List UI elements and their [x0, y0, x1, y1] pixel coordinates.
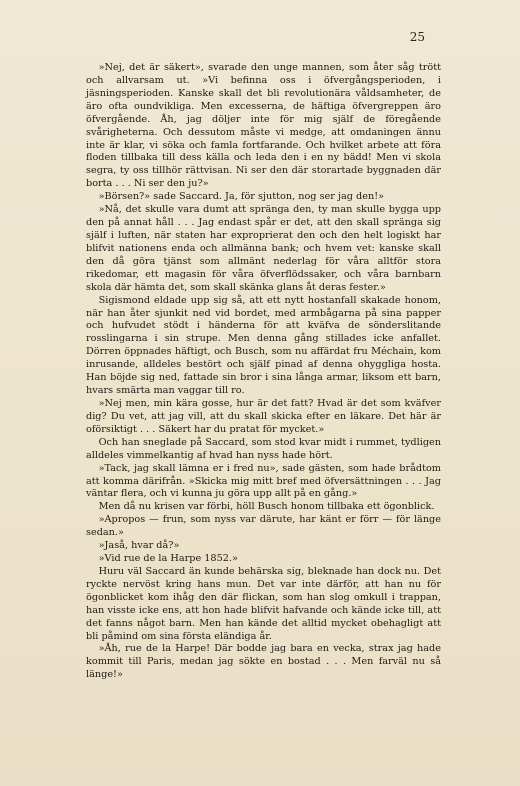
paragraph: »Jaså, hvar då?»: [98, 540, 180, 552]
paragraph: »Börsen?» sade Saccard. Ja, för sjutton, nog ser jag den!»: [98, 191, 385, 203]
paragraph: »Apropos — frun, som nyss var därute, har känt er förr — för länge sedan.»: [86, 514, 441, 539]
body-text: [86, 62, 441, 682]
paragraph: Huru väl Saccard än kunde behärska sig, bleknade han dock nu. Det ryckte nervöst kring hans mun. Det var inte därför, att han nu för ögonblicket kom ihåg den där flickan, som han slog omkull i trappan, han visste icke ens, att hon hade blifvit hafvande och kände icke till, att det fanns något barn. Men han kände det alltid mycket obehagligt att bli påmind om sina första eländiga år.: [86, 565, 441, 642]
paragraph: »Nej, det är säkert», svarade den unge mannen, som åter såg trött och allvarsam ut. »Vi befinna oss i öfvergångsperioden, i jäsningsperioden. Kanske skall det bli revolutionära våldsamheter, de äro ofta oundvikliga. Men excesserna, de häftiga öfvergreppen äro öfvergående. Åh, jag döljer inte för mig själf de föregående svårigheterna. Och dessutom måste vi medge, att omdaningen ännu inte är klar, vi söka och famla fortfarande. Och hvilket arbete att föra floden tillbaka till dess källa och leda den i en ny bädd! Men vi skola segra, ty oss tillhör rättvisan. Ni ser den där storartade byggnaden där borta . . . Ni ser den ju?»: [86, 62, 441, 190]
paragraph: Men då nu krisen var förbi, höll Busch honom tillbaka ett ögonblick.: [98, 501, 435, 513]
paragraph: »Nej men, min kära gosse, hur är det fatt? Hvad är det som kväfver dig? Du vet, att jag vill, att du skall skicka efter en läkare. Det här är oförsiktigt . . . Säkert har du pratat för mycket.»: [86, 397, 441, 435]
paragraph: »Vid rue de la Harpe 1852.»: [98, 553, 238, 565]
paragraph: »Åh, rue de la Harpe! Där bodde jag bara en vecka, strax jag hade kommit till Paris, medan jag sökte en bostad . . . Men farväl nu så länge!»: [86, 643, 441, 681]
paragraph: »Nå, det skulle vara dumt att spränga den, ty man skulle bygga upp den på annat håll . . . Jag endast spår er det, att den skall spränga sig själf i luften, när staten har exproprierat den och den helt logiskt har blifvit nationens enda och allmänna bank; och hvem vet: kanske skall den då göra tjänst som allmänt nederlag för våra alltför stora rikedomar, ett magasin för våra öfverflödssaker, och våra barnbarn skola där hämta det, som skall skänka glans åt deras fester.»: [86, 204, 441, 293]
paragraph: »Tack, jag skall lämna er i fred nu», sade gästen, som hade brådtom att komma därifrån. »Skicka mig mitt bref med öfversättningen . . . Jag väntar flera, och vi kunna ju göra upp allt på en gång.»: [86, 462, 441, 500]
paragraph: Och han sneglade på Saccard, som stod kvar midt i rummet, tydligen alldeles vimmelkantig af hvad han nyss hade hört.: [86, 436, 441, 461]
page-number: 25: [409, 30, 425, 44]
paragraph: Sigismond eldade upp sig så, att ett nytt hostanfall skakade honom, när han åter sjunkit ned vid bordet, med armbågarna på sina papper och hufvudet stödt i händerna för att kväfva de sönderslitande rosslingarna i sin strupe. Men denna gång stillades icke anfallet. Dörren öppnades häftigt, och Busch, som nu affärdat fru Méchain, kom inrusande, alldeles bestört och själf pinad af denna ohyggliga hosta. Han böjde sig ned, fattade sin bror i sina långa armar, liksom ett barn, hvars smärta man vaggar till ro.: [86, 294, 441, 397]
